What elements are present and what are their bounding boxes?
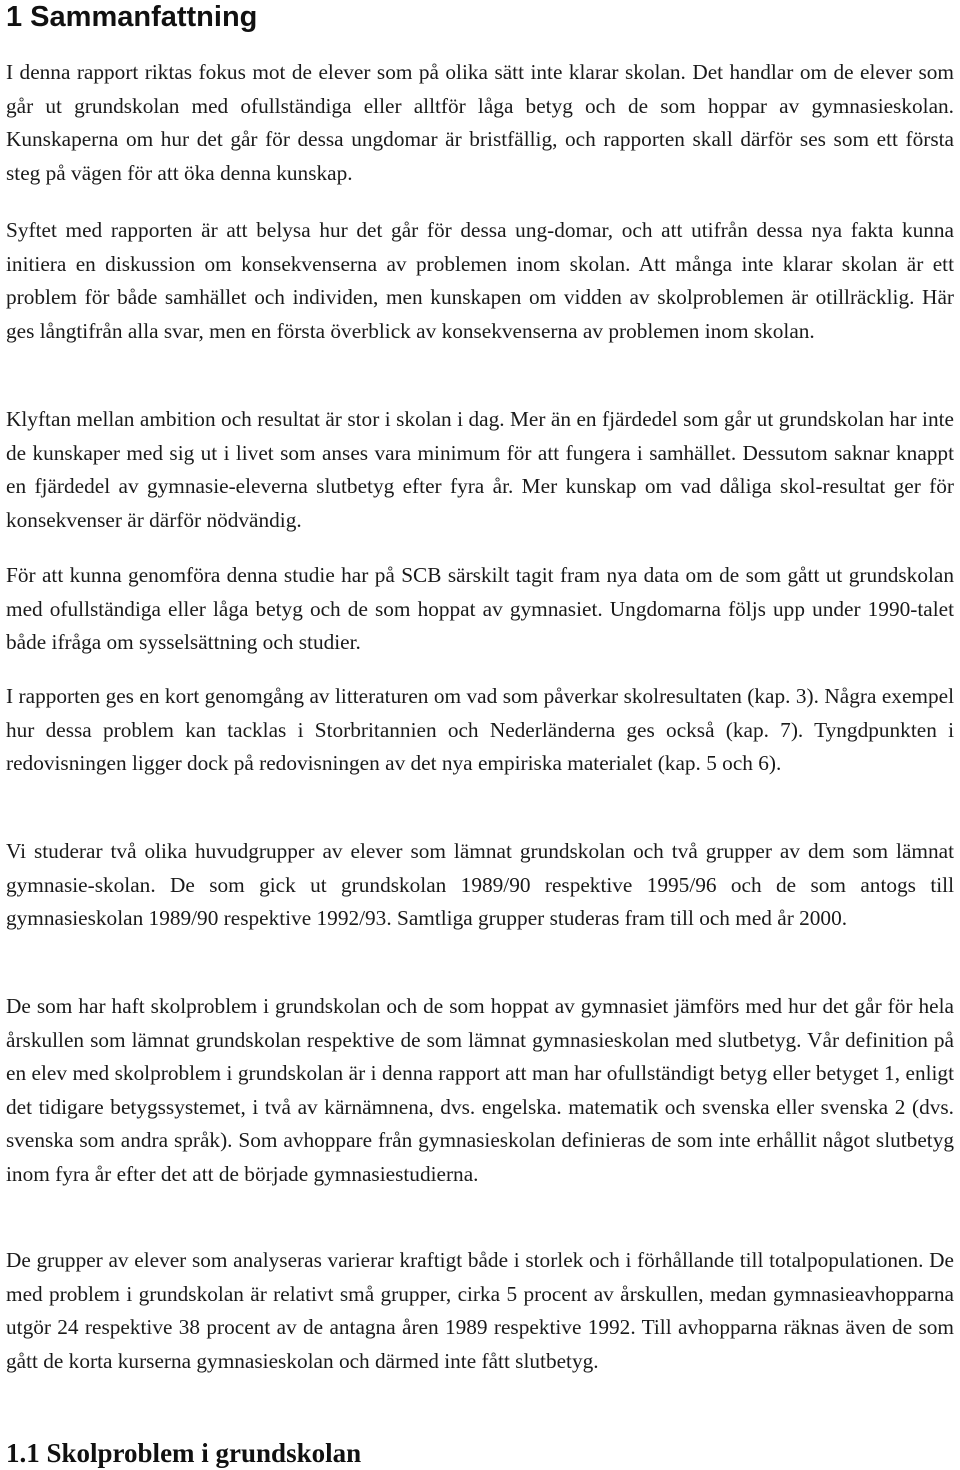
paragraph-intro: I denna rapport riktas fokus mot de elever som på olika sätt inte klarar skolan. Det handlar om de elever som går ut grundskolan med ofullständiga eller alltför låga betyg och de som hoppar av gymnasieskolan. Kunskaperna om hur det går för dessa ungdomar är bristfällig, och rapporten skall därför ses som ett första steg på vägen för att öka denna kunskap. xyxy=(6,60,954,185)
paragraph-purpose: Syftet med rapporten är att belysa hur det går för dessa ung-domar, och att utifrån dessa nya fakta kunna initiera en diskussion om konsekvenserna av problemen inom skolan. Att många inte klarar skolan är ett problem för både samhället och individen, men kunskapen om vidden av skolproblemen är otillräcklig. Här ges långtifrån alla svar, men en första överblick av konsekvenserna av problemen inom skolan. xyxy=(6,218,954,343)
paragraph-population: De grupper av elever som analyseras varierar kraftigt både i storlek och i förhållande till totalpopulationen. De med problem i grundskolan är relativt små grupper, cirka 5 procent av årskullen, medan gymnasieavhopparna utgör 24 respektive 38 procent av de antagna åren 1989 respektive 1992. Till avhopparna räknas även de som gått de korta kurserna gymnasieskolan och därmed inte fått slutbetyg. xyxy=(6,1248,954,1373)
paragraph-gap: Klyftan mellan ambition och resultat är stor i skolan i dag. Mer än en fjärdedel som går ut grundskolan har inte de kunskaper med sig ut i livet som anses vara minimum för att fungera i samhället. Dessutom saknar knappt en fjärdedel av gymnasie-eleverna slutbetyg efter fyra år. Mer kunskap om vad dåliga skol-resultat ger för konsekvenser är därför nödvändig. xyxy=(6,407,954,532)
paragraph-groups: Vi studerar två olika huvudgrupper av elever som lämnat grundskolan och två grupper av dem som lämnat gymnasie-skolan. De som gick ut grundskolan 1989/90 respektive 1995/96 och de som antogs till gymnasieskolan 1989/90 respektive 1992/93. Samtliga grupper studeras fram till och med år 2000. xyxy=(6,839,954,931)
paragraph-structure: I rapporten ges en kort genomgång av litteraturen om vad som påverkar skolresultaten (kap. 3). Några exempel hur dessa problem kan tacklas i Storbritannien och Nederländerna ges också (kap. 7). Tyngdpunkten i redovisningen ligger dock på redovisningen av det nya empiriska materialet (kap. 5 och 6). xyxy=(6,684,954,776)
paragraph-data: För att kunna genomföra denna studie har på SCB särskilt tagit fram nya data om de som gått ut grundskolan med ofullständiga eller låga betyg och de som hoppat av gymnasiet. Ungdomarna följs upp under 1990-talet både ifråga om sysselsättning och studier. xyxy=(6,563,954,655)
section-subheading: 1.1 Skolproblem i grundskolan xyxy=(6,1438,362,1468)
page-title: 1 Sammanfattning xyxy=(6,1,258,33)
paragraph-definitions: De som har haft skolproblem i grundskolan och de som hoppat av gymnasiet jämförs med hur det går för hela årskullen som lämnat grundskolan respektive de som lämnat gymnasieskolan med slutbetyg. Vår definition på en elev med skolproblem i grundskolan är i denna rapport att man har ofullständigt betyg eller betyget 1, enligt det tidigare betygssystemet, i två av kärnämnena, dvs. engelska. matematik och svenska eller svenska 2 (dvs. svenska som andra språk). Som avhoppare från gymnasieskolan definieras de som inte erhållit något slutbetyg inom fyra år efter det att de började gymnasiestudierna. xyxy=(6,994,954,1186)
